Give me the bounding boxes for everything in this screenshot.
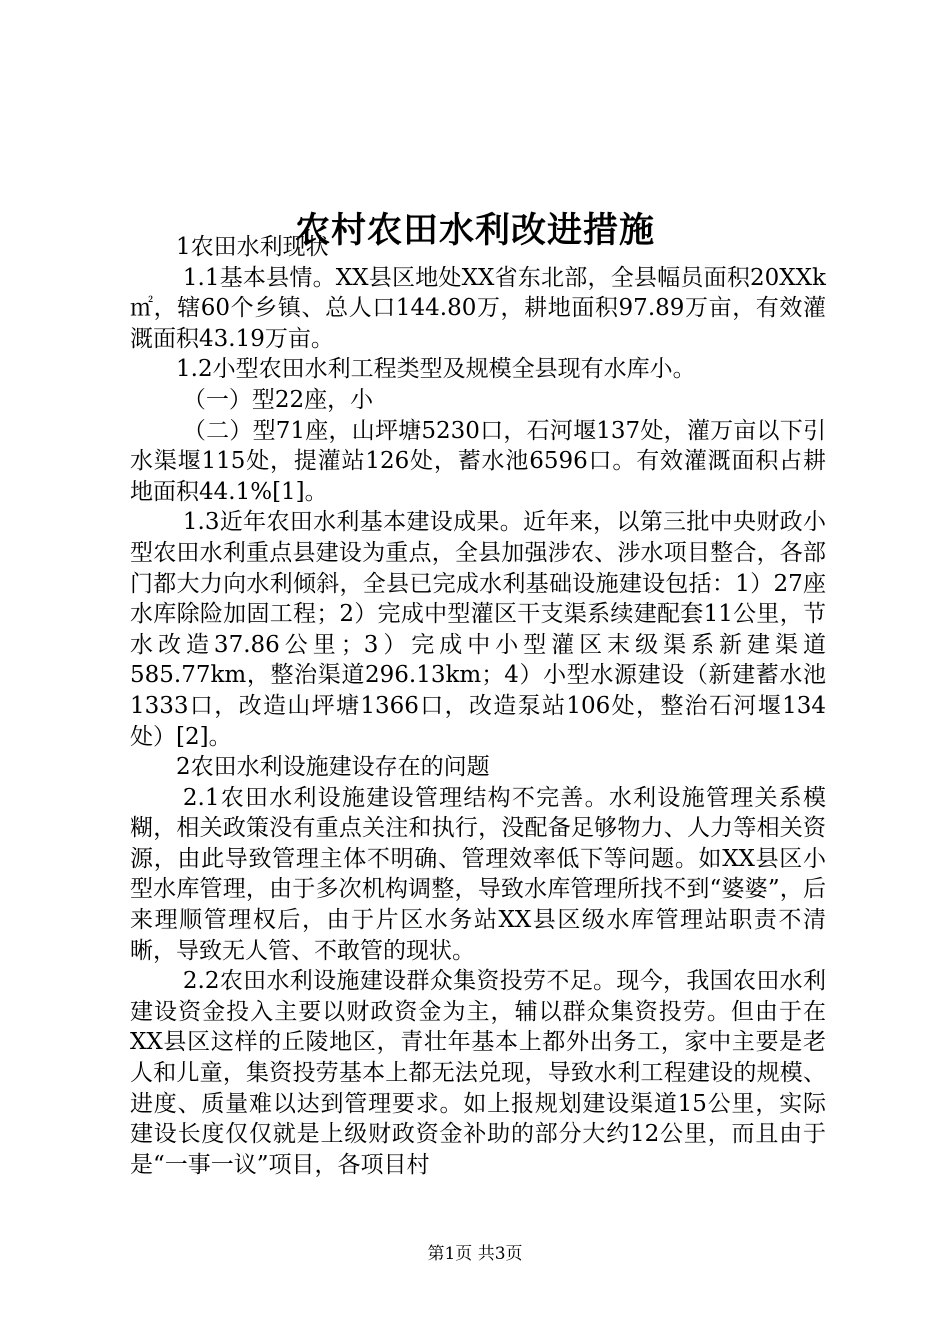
paragraph: （一）型22座，小 — [182, 386, 374, 413]
paragraph: 2.1农田水利设施建设管理结构不完善。水利设施管理关系模糊，相关政策没有重点关注和执行，没配备足够物力、人力等相关资源，由此导致管理主体不明确、管理效率低下等问题。如XX县区小型水库管理，由于多次机构调整，导致水库管理所找不到“婆婆”，后来理顺管理权后，由于片区水务站XX县区级水库管理站职责不清晰，导致无人管、不敢管的现状。 — [130, 784, 826, 964]
document-title: 农村农田水利改进措施 — [294, 210, 655, 252]
page-number: 第1页 共3页 — [427, 1244, 523, 1264]
paragraph: 2.2农田水利设施建设群众集资投劳不足。现今，我国农田水利建设资金投入主要以财政资金为主，辅以群众集资投劳。但由于在XX县区这样的丘陵地区，青壮年基本上都外出务工，家中主要是老人和儿童，集资投劳基本上都无法兑现，导致水利工程建设的规模、进度、质量难以达到管理要求。如上报规划建设渠道15公里，实际建设长度仅仅就是上级财政资金补助的部分大约12公里，而且由于是“一事一议”项目，各项目村 — [130, 968, 826, 1178]
section-heading: 1农田水利现状 — [176, 234, 329, 260]
document-body — [130, 232, 826, 1180]
section-heading: 2农田水利设施建设存在的问题 — [176, 754, 490, 781]
paragraph: 1.2小型农田水利工程类型及规模全县现有水库小。 — [176, 356, 696, 383]
paragraph: 1.1基本县情。XX县区地处XX省东北部，全县幅员面积20XXk㎡，辖60个乡镇、总人口144.80万，耕地面积97.89万亩，有效灌溉面积43.19万亩。 — [130, 264, 826, 352]
paragraph: （二）型71座，山坪塘5230口，石河堰137处，灌万亩以下引水渠堰115处，提灌站126处，蓄水池6596口。有效灌溉面积占耕地面积44.1%[1]。 — [130, 417, 826, 505]
paragraph: 1.3近年农田水利基本建设成果。近年来，以第三批中央财政小型农田水利重点县建设为重点，全县加强涉农、涉水项目整合，各部门都大力向水利倾斜，全县已完成水利基础设施建设包括：1）27座水库除险加固工程；2）完成中型灌区干支渠系续建配套11公里，节水改造37.86公里；3）完成中小型灌区末级渠系新建渠道585.77km，整治渠道296.13km；4）小型水源建设（新建蓄水池1333口，改造山坪塘1366口，改造泵站106处，整治石河堰134处）[2]。 — [130, 509, 826, 750]
